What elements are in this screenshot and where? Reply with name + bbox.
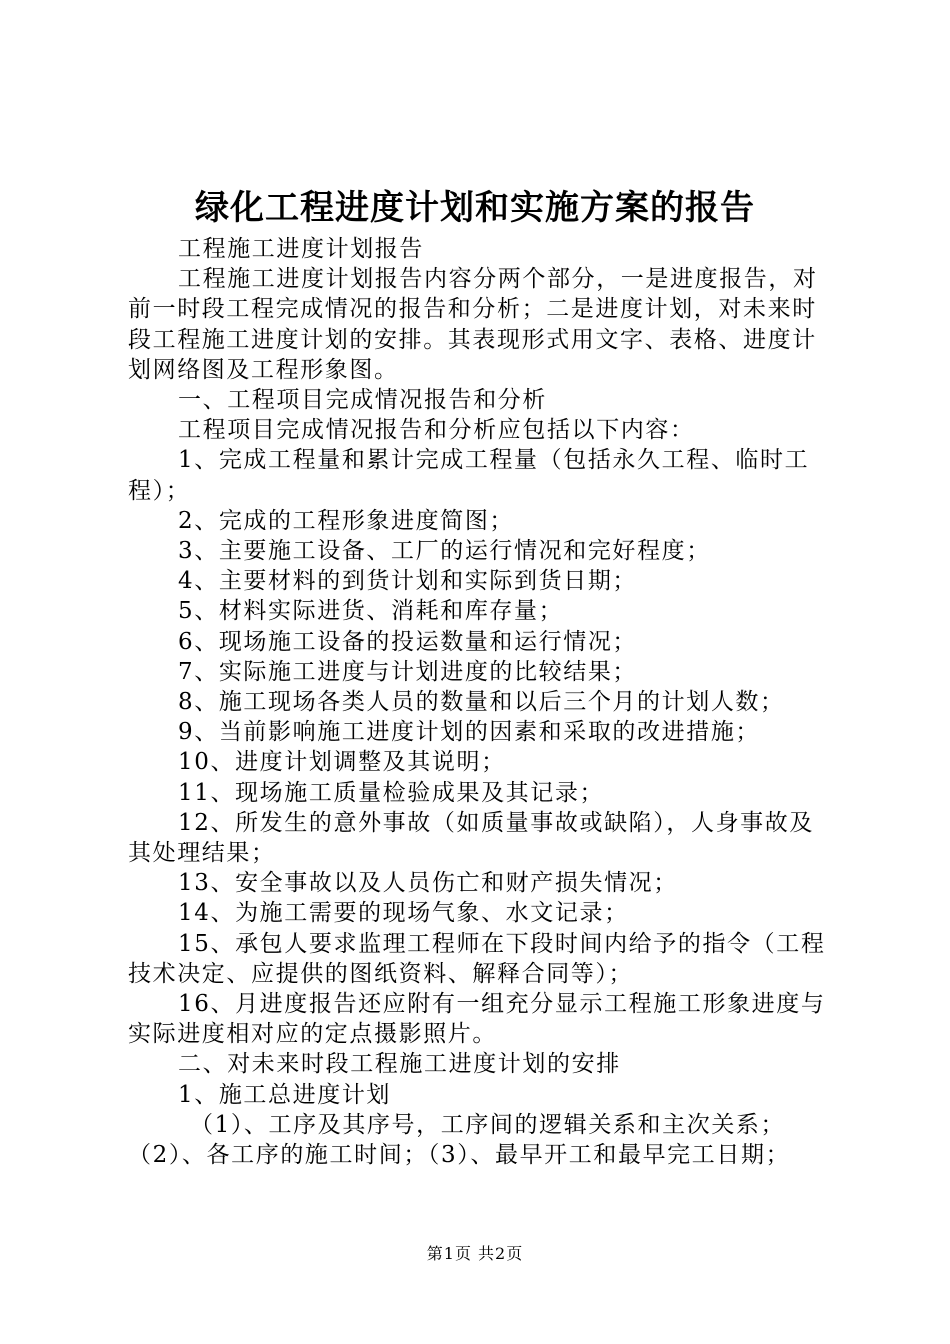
- list-item: 8、施工现场各类人员的数量和以后三个月的计划人数；: [178, 689, 785, 716]
- document-title: 绿化工程进度计划和实施方案的报告: [195, 188, 755, 228]
- list-item: 4、主要材料的到货计划和实际到货日期；: [178, 568, 638, 595]
- section-heading-1: 一、工程项目完成情况报告和分析: [178, 387, 547, 414]
- list-item: 6、现场施工设备的投运数量和运行情况；: [178, 628, 638, 655]
- document-body: [128, 234, 832, 1170]
- list-item: 9、当前影响施工进度计划的因素和采取的改进措施；: [178, 719, 761, 746]
- list-item: 5、材料实际进货、消耗和库存量；: [178, 598, 564, 625]
- list-item: 7、实际施工进度与计划进度的比较结果；: [178, 658, 638, 685]
- list-item: 13、安全事故以及人员伤亡和财产损失情况；: [178, 870, 678, 897]
- list-item: 14、为施工需要的现场气象、水文记录；: [178, 900, 629, 927]
- list-item: 12、所发生的意外事故（如质量事故或缺陷），人身事故及其处理结果；: [128, 809, 814, 867]
- list-item: 2、完成的工程形象进度简图；: [178, 507, 515, 534]
- page-footer: 第1页 共2页: [426, 1244, 524, 1263]
- list-item: 3、主要施工设备、工厂的运行情况和完好程度；: [178, 538, 711, 565]
- paragraph-intro: 工程施工进度计划报告内容分两个部分，一是进度报告，对前一时段工程完成情况的报告和分析；二是进度计划，对未来时段工程施工进度计划的安排。其表现形式用文字、表格、进度计划网络图及工程形象图。: [128, 266, 818, 383]
- subsection-heading: 1、施工总进度计划: [178, 1081, 392, 1108]
- list-item: 11、现场施工质量检验成果及其记录；: [178, 779, 605, 806]
- list-item: 1、完成工程量和累计完成工程量（包括永久工程、临时工程）；: [128, 447, 810, 504]
- list-item: 15、承包人要求监理工程师在下段时间内给予的指令（工程技术决定、应提供的图纸资料、解释合同等）；: [128, 930, 826, 987]
- paragraph-heading: 工程施工进度计划报告: [178, 236, 424, 262]
- section-heading-2: 二、对未来时段工程施工进度计划的安排: [178, 1051, 621, 1078]
- list-item: 16、月进度报告还应附有一组充分显示工程施工形象进度与实际进度相对应的定点摄影照片。: [128, 991, 826, 1048]
- paragraph-section-1-intro: 工程项目完成情况报告和分析应包括以下内容：: [178, 417, 695, 444]
- paragraph-sublist: （1）、工序及其序号，工序间的逻辑关系和主次关系；（2）、各工序的施工时间；（3）、最早开工和最早完工日期；: [128, 1111, 791, 1169]
- list-item: 10、进度计划调整及其说明；: [178, 749, 506, 776]
